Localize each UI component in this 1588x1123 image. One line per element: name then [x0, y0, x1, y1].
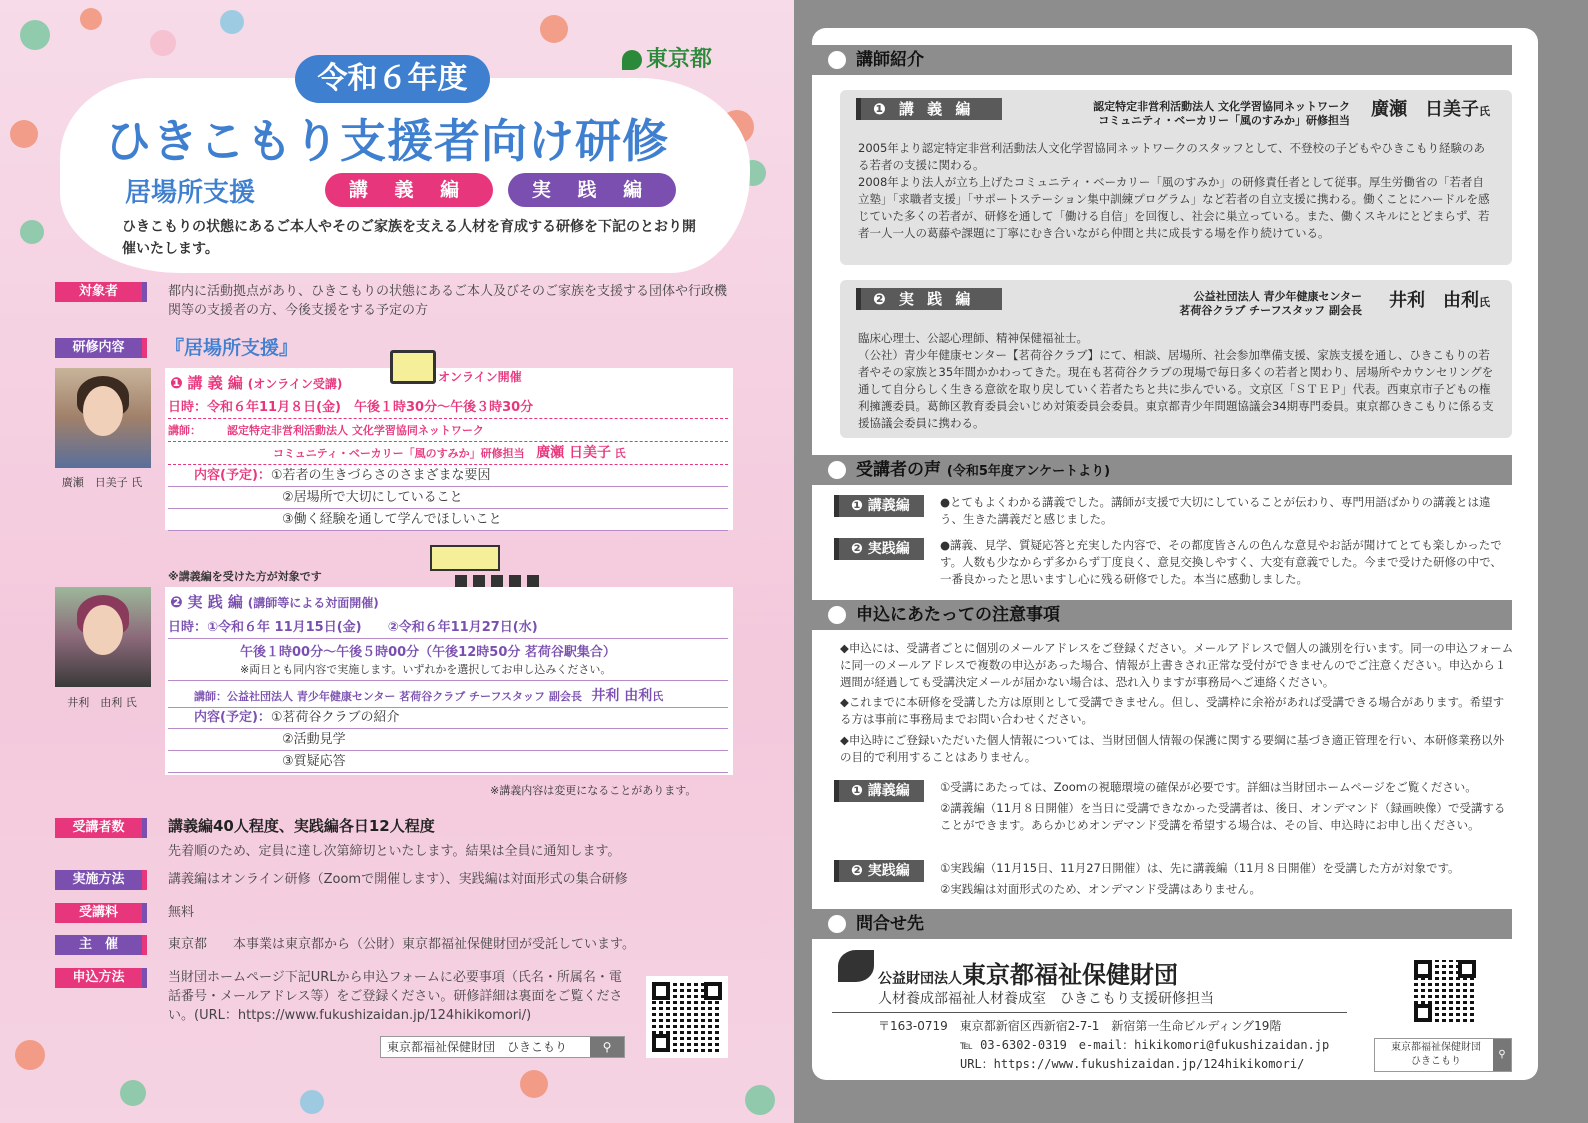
- lecture-pill: 講 義 編: [325, 173, 493, 207]
- search-icon[interactable]: ⚲: [1493, 1039, 1511, 1071]
- lecture-lecturer-role: [168, 443, 728, 465]
- contact-tel-email: ℡ 03-6302-0319 e-mail：hikikomori@fukushizaidan.jp: [960, 1038, 1330, 1052]
- contact-qr-code: [1408, 954, 1482, 1028]
- lecturer2-org-text: 公益社団法人 青少年健康センター: [1193, 290, 1362, 303]
- lecturer1-name-block: [1360, 99, 1490, 120]
- main-title: ひきこもり支援者向け研修: [105, 114, 669, 168]
- lecturer1-org-text: 認定特定非営利活動法人 文化学習協同ネットワーク: [1093, 100, 1350, 113]
- section-contact: 問合せ先: [806, 909, 1512, 939]
- practice-time-note: ※両日とも同内容で実施します。いずれかを選択してお申し込みください。: [168, 660, 728, 681]
- fee-text: 無料: [168, 905, 195, 920]
- year-badge: 令和６年度: [295, 55, 490, 103]
- practice-item-1: [168, 708, 728, 729]
- practice-lecturer: [168, 686, 728, 708]
- lecturer1-org: [1030, 100, 1350, 128]
- content-title: 『居場所支援』: [165, 337, 299, 359]
- lecturer-label: 講師：: [168, 424, 201, 437]
- method-label: 実施方法: [55, 870, 147, 890]
- online-badge: オンライン開催: [438, 370, 522, 384]
- tokyo-logo-text: 東京都: [646, 47, 713, 72]
- intro-text: ひきこもりの状態にあるご本人やそのご家族を支える人材を育成する研修を下記のとおり開催いたします。: [122, 219, 696, 257]
- foundation-dept: 人材養成部福祉人材養成室 ひきこもり支援研修担当: [878, 991, 1214, 1007]
- capacity-sub: 先着順のため、定員に達し次第締切といたします。結果は全員に通知します。: [168, 844, 621, 859]
- target-label: 対象者: [55, 282, 147, 302]
- decor-dot: [120, 1080, 146, 1106]
- contact-search-box[interactable]: [1374, 1038, 1512, 1072]
- note2-item-2: ②実践編は対面形式のため、オンデマンド受講はありません。: [940, 882, 1262, 896]
- lecture-item-3: ③働く経験を通して学んでほしいこと: [168, 510, 728, 531]
- lecture-title: 講 義 編: [187, 374, 243, 392]
- foundation-title: 東京都福祉保健財団: [962, 961, 1178, 989]
- target-text: 都内に活動拠点があり、ひきこもりの状態にあるご本人及びそのご家族を支援する団体や行政機関等の支援者の方、今後支援をする予定の方: [168, 284, 728, 318]
- contact-search-line1: 東京都福祉保健財団: [1391, 1042, 1481, 1053]
- practice-time: 午後１時00分～午後５時00分（午後12時50分 茗荷谷駅集合）: [240, 645, 616, 660]
- section-voices-title: 受講者の声: [856, 460, 941, 480]
- lecturer2-bio: 臨床心理士、公認心理師、精神保健福祉士。 （公社）青少年健康センター【茗荷谷クラブ】にて、相談、居場所、社会参加準備支援、家族支援を通し、ひきこもりの若者やその家族と35年間かかわってきた。現在も茗荷谷クラブの現場で毎日多くの若者と関わり、居場所やカウンセリングを通して自分らしく生きる意欲を取り戻していく若者たちと共に歩んでいる。文京区「ＳＴＥＰ」代表。西東京市子どもの権利擁護委員。葛飾区教育委員会いじめ対策委員会委員。東京都青少年問題協議会34期専門委員。東京都ひきこもりに係る支援協議会委員に携わる。: [858, 331, 1494, 430]
- search-icon[interactable]: ⚲: [590, 1037, 624, 1057]
- qr-code: [646, 976, 728, 1058]
- practice-pill: 実 践 編: [508, 173, 676, 207]
- lecture-item-2: ②居場所で大切にしていること: [168, 488, 728, 509]
- note-1: ◆申込には、受講者ごとに個別のメールアドレスをご登録ください。メールアドレスで個人の識別を行います。同一の申込フォームに同一のメールアドレスで複数の申込があった場合、情報が上書きされ正常な受付ができませんのでご注意ください。申込から１週間が経過しても受講決定メールが届かない場合は、恐れ入りますが事務局へご連絡ください。: [840, 641, 1514, 689]
- section-voices-sub: (令和5年度アンケートより): [946, 464, 1111, 479]
- decor-dot: [540, 15, 568, 43]
- practice-lecturer-label: 講師：: [194, 690, 227, 703]
- voice2-tag: ❷ 実践編: [834, 538, 924, 560]
- ginkgo-leaf-icon: [622, 50, 642, 70]
- contact-url: URL：https://www.fukushizaidan.jp/124hikikomori/: [960, 1057, 1305, 1071]
- decor-dot: [20, 20, 50, 50]
- lecture-num: ❶: [170, 374, 183, 392]
- apply-text: 当財団ホームページ下記URLから申込フォームに必要事項（氏名・所属名・電話番号・メールアドレス等）をご登録ください。研修詳細は裏面をご覧ください。(URL：https://www.fukushizaidan.jp/124hikikomori/): [168, 970, 623, 1023]
- lecturer2-org: [1090, 290, 1362, 318]
- tokyo-logo: [622, 42, 712, 73]
- lecturer1-photo: [55, 368, 151, 468]
- practice-content-label: 内容(予定)：: [194, 710, 271, 725]
- search-query: 東京都福祉保健財団 ひきこもり: [387, 1040, 568, 1054]
- decor-dot: [745, 1085, 775, 1115]
- lecture-lecturer: [168, 421, 728, 442]
- decor-dot: [15, 1040, 45, 1070]
- note1-tag: ❶ 講義編: [834, 780, 924, 802]
- lecturer1-name: 廣瀬 日美子: [1371, 99, 1479, 120]
- lecturer2-honorific: 氏: [1479, 296, 1490, 309]
- lecturer2-role-text: 茗荷谷クラブ チーフスタッフ 副会長: [1179, 304, 1362, 317]
- voice1-text: ●とてもよくわかる講義でした。講師が支援で大切にしていることが伝わり、専門用語ばかりの講義とは違う、生きた講義だと感じました。: [940, 495, 1491, 526]
- practice-mode: (講師等による対面開催): [247, 596, 379, 610]
- contact-search-line2: ひきこもり: [1411, 1056, 1461, 1067]
- practice-date: 日時：①令和６年 11月15日(金) ②令和６年11月27日(水): [168, 618, 728, 639]
- practice-item-2: ②活動見学: [168, 730, 728, 751]
- note2-item-1: ①実践編（11月15日、11月27日開催）は、先に講義編（11月８日開催）を受講した方が対象です。: [940, 861, 1460, 875]
- decor-dot: [80, 8, 102, 30]
- host-label: 主 催: [55, 935, 147, 955]
- section-notes: 申込にあたっての注意事項: [806, 600, 1512, 630]
- practice-note: ※講義編を受けた方が対象です: [168, 570, 322, 583]
- lecturer1-honorific: 氏: [1479, 105, 1490, 118]
- practice-item-3: ③質疑応答: [168, 752, 728, 773]
- practice-item-text: ①茗荷谷クラブの紹介: [270, 710, 400, 725]
- lecture-heading: [170, 372, 342, 393]
- practice-heading: [170, 591, 379, 612]
- lecture-date: 日時：令和６年11月８日(金) 午後１時30分～午後３時30分: [168, 398, 728, 419]
- note-3: ◆申込時にご登録いただいた個人情報については、当財団個人情報の保護に関する要綱に基づき適正管理を行い、本研修業務以外の目的で利用することはありません。: [840, 733, 1505, 764]
- decor-dot: [20, 220, 44, 244]
- decor-dot: [150, 30, 176, 56]
- fee-label: 受講料: [55, 903, 147, 923]
- whiteboard-icon: [430, 545, 500, 571]
- section-lecturers: 講師紹介: [806, 45, 1512, 75]
- method-text: 講義編はオンライン研修（Zoomで開催します）、実践編は対面形式の集合研修: [168, 872, 628, 887]
- note-2: ◆これまでに本研修を受講した方は原則として受講できません。但し、受講枠に余裕があれば受講できる場合があります。希望する方は事前に事務局までお問い合わせください。: [840, 695, 1505, 726]
- voice2-text: ●講義、見学、質疑応答と充実した内容で、その都度皆さんの色んな意見やお話が聞けてとても楽しかったです。人数も少なからず多からず丁度良く、意見交換しやすく、大変有意義でした。今まで受けた研修の中で、一番良かったと思いますし心に残る研修でした。本当に感動しました。: [940, 538, 1502, 586]
- practice-lecturer-name: 井利 由利: [591, 688, 653, 704]
- decor-dot: [10, 120, 38, 148]
- search-box[interactable]: [380, 1036, 625, 1058]
- host-text: 東京都 本事業は東京都から（公財）東京都福祉保健財団が受託しています。: [168, 937, 635, 952]
- lecture-mode: (オンライン受講): [247, 377, 343, 391]
- lecturer-honorific: 氏: [614, 447, 626, 460]
- laptop-icon: [390, 350, 436, 384]
- lecturer1-caption: 廣瀬 日美子 氏: [61, 476, 143, 489]
- capacity-main: 講義編40人程度、実践編各日12人程度: [168, 817, 435, 835]
- contact-divider: [832, 1012, 1347, 1013]
- capacity-label: 受講者数: [55, 818, 147, 838]
- lecturer1-role-text: コミュニティ・ベーカリー「風のすみか」研修担当: [1098, 114, 1350, 127]
- voice1-tag: ❶ 講義編: [834, 495, 924, 517]
- foundation-prefix: 公益財団法人: [878, 971, 962, 987]
- practice-lecturer-honorific: 氏: [652, 690, 664, 703]
- lecturer-name: 廣瀬 日美子: [536, 445, 612, 461]
- decor-dot: [520, 1070, 548, 1098]
- decor-dot: [300, 1090, 324, 1114]
- lecturer2-caption: 井利 由利 氏: [67, 696, 137, 709]
- lecturer-org: 認定特定非営利活動法人 文化学習協同ネットワーク: [227, 424, 484, 437]
- contact-address: 〒163-0719 東京都新宿区西新宿2-7-1 新宿第一生命ビルディング19階: [878, 1019, 1282, 1033]
- lecture-item-text: ①若者の生きづらさのさまざまな要因: [270, 468, 491, 483]
- lecturer2-photo: [55, 587, 151, 687]
- practice-num: ❷: [170, 593, 183, 611]
- practice-lecturer-org: 公益社団法人 青少年健康センター 茗荷谷クラブ チーフスタッフ 副会長: [227, 690, 582, 703]
- note1-item-1: ①受講にあたっては、Zoomの視聴環境の確保が必要です。詳細は当財団ホームページをご覧ください。: [940, 780, 1477, 794]
- sub-title: 居場所支援: [125, 178, 256, 208]
- decor-dot: [220, 10, 244, 34]
- lecturer1-tag: ❶ 講 義 編: [856, 98, 1002, 120]
- lecturer2-name-block: [1372, 290, 1490, 311]
- lecturer2-tag: ❷ 実 践 編: [856, 288, 1002, 310]
- lecturer1-bio: 2005年より認定特定非営利活動法人文化学習協同ネットワークのスタッフとして、不登校の子どもやひきこもり経験のある若者の支援に関わる。 2008年より法人が立ち上げたコミュニティ・ベーカリー「風のすみか」の研修責任者として従事。厚生労働省の「若者自立塾」「求職者支援」「サポートステーション集中訓練プログラム」など若者の自立支援に携わる。働くことにハードルを感じていた多くの若者が、研修を通して「働ける自信」を回復し、社会に巣立っている。また、働くスキルにとどまらず、若者一人一人の葛藤や課題に丁寧にむき合いながら仲間と共に成長する場を作り続けている。: [858, 141, 1490, 240]
- lecture-item-1: [168, 466, 728, 487]
- note1-item-2: ②講義編（11月８日開催）を当日に受講できなかった受講者は、後日、オンデマンド（録画映像）で受講することができます。あらかじめオンデマンド受講を希望する場合は、その旨、申込時にお申し出ください。: [940, 801, 1506, 832]
- apply-label: 申込方法: [55, 968, 147, 988]
- lecture-content-label: 内容(予定)：: [194, 468, 271, 483]
- lecturer2-name: 井利 由利: [1389, 290, 1479, 311]
- change-note: ※講義内容は変更になることがあります。: [490, 784, 697, 797]
- section-voices: [806, 455, 1512, 485]
- note2-tag: ❷ 実践編: [834, 860, 924, 882]
- content-label: 研修内容: [55, 338, 147, 358]
- foundation-logo-icon: [838, 950, 874, 982]
- practice-title: 実 践 編: [187, 593, 243, 611]
- foundation-name: [878, 955, 1178, 990]
- lecturer-role: コミュニティ・ベーカリー「風のすみか」研修担当: [273, 447, 525, 460]
